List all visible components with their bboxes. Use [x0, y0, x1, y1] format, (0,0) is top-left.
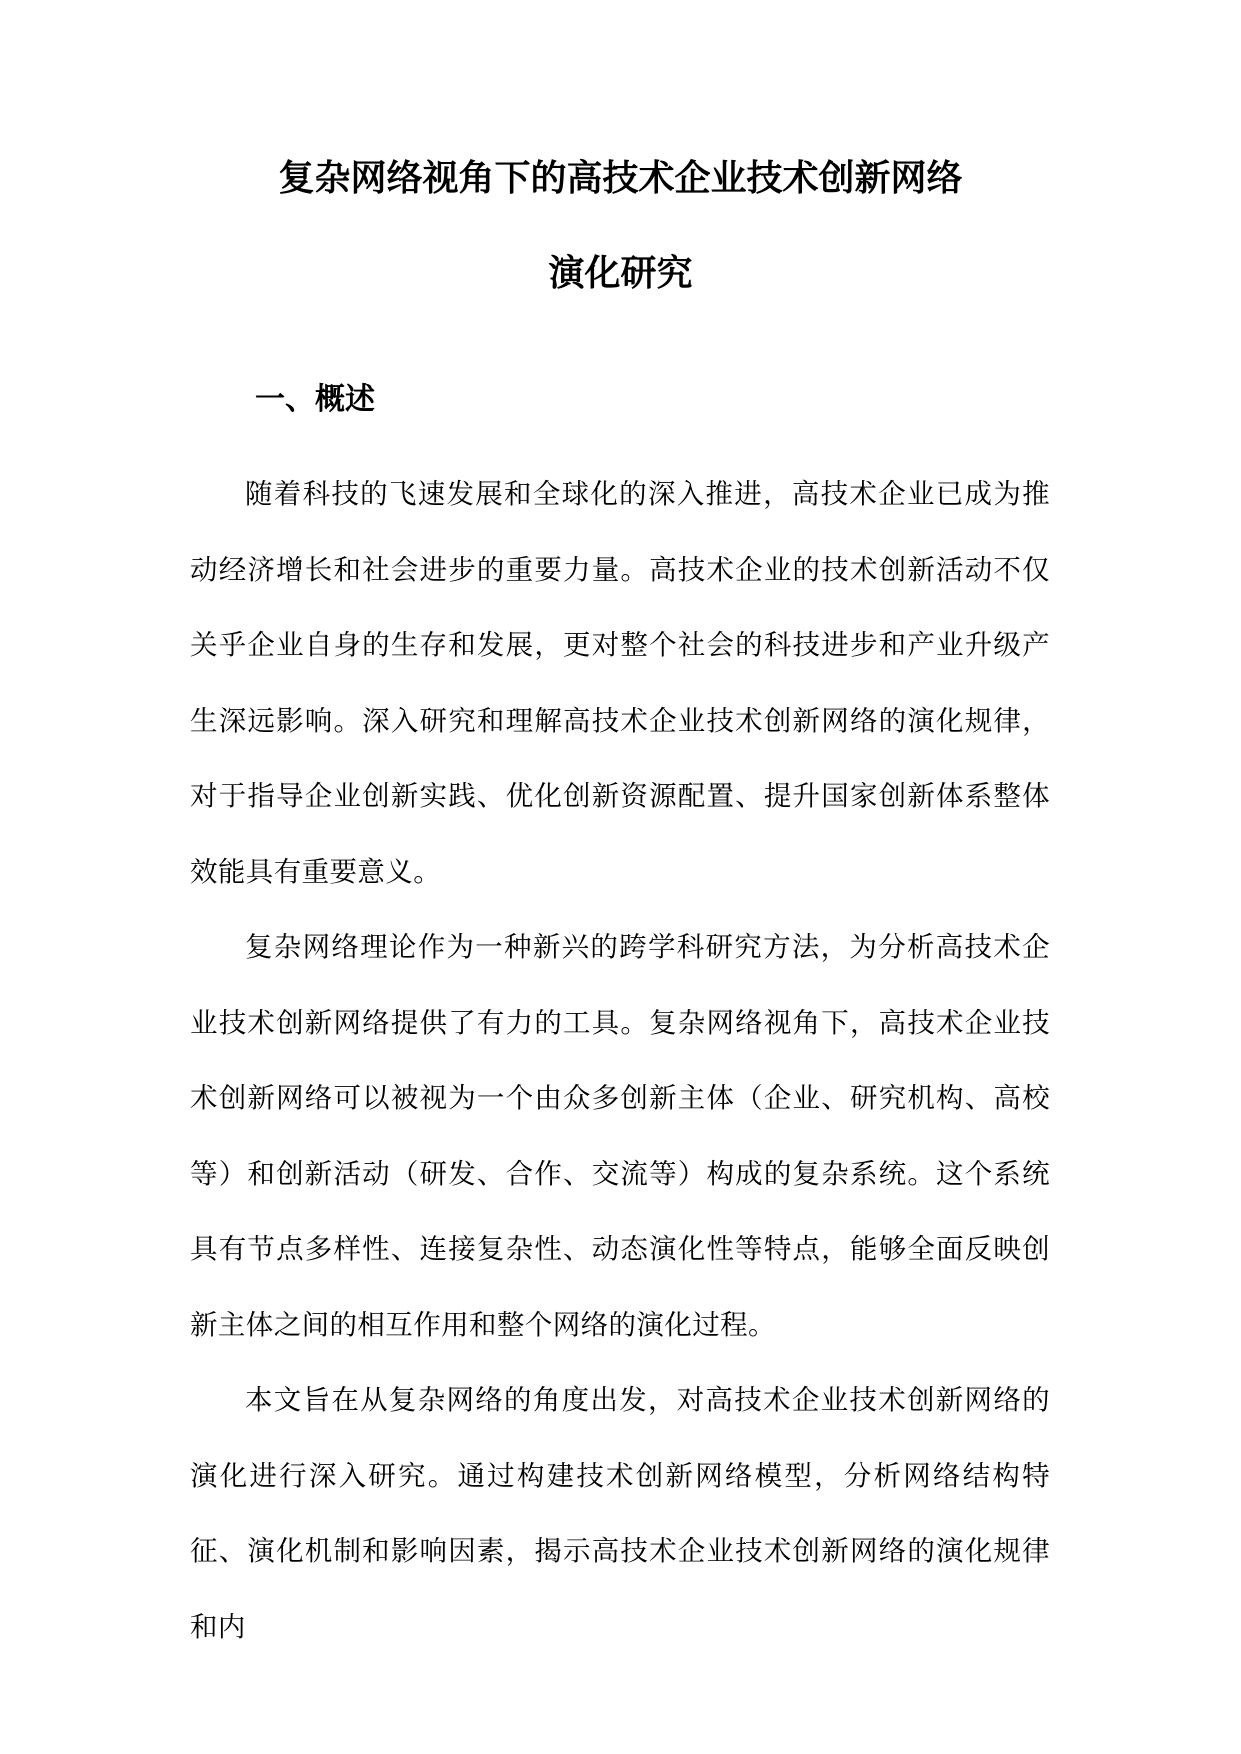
document-title-line-2: 演化研究 — [548, 252, 693, 294]
section-heading: 一、概述 — [255, 382, 375, 417]
document-title-line-1: 复杂网络视角下的高技术企业技术创新网络 — [278, 157, 963, 199]
document-body — [190, 457, 1050, 1665]
paragraph-1: 随着科技的飞速发展和全球化的深入推进，高技术企业已成为推动经济增长和社会进步的重要力量。高技术企业的技术创新活动不仅关乎企业自身的生存和发展，更对整个社会的科技进步和产业升级产生深远影响。深入研究和理解高技术企业技术创新网络的演化规律，对于指导企业创新实践、优化创新资源配置、提升国家创新体系整体效能具有重要意义。 — [190, 478, 1050, 888]
paragraph-2: 复杂网络理论作为一种新兴的跨学科研究方法，为分析高技术企业技术创新网络提供了有力的工具。复杂网络视角下，高技术企业技术创新网络可以被视为一个由众多创新主体（企业、研究机构、高校等）和创新活动（研发、合作、交流等）构成的复杂系统。这个系统具有节点多样性、连接复杂性、动态演化性等特点，能够全面反映创新主体之间的相互作用和整个网络的演化过程。 — [190, 931, 1050, 1341]
paragraph-3: 本文旨在从复杂网络的角度出发，对高技术企业技术创新网络的演化进行深入研究。通过构建技术创新网络模型，分析网络结构特征、演化机制和影响因素，揭示高技术企业技术创新网络的演化规律和内 — [190, 1384, 1050, 1643]
